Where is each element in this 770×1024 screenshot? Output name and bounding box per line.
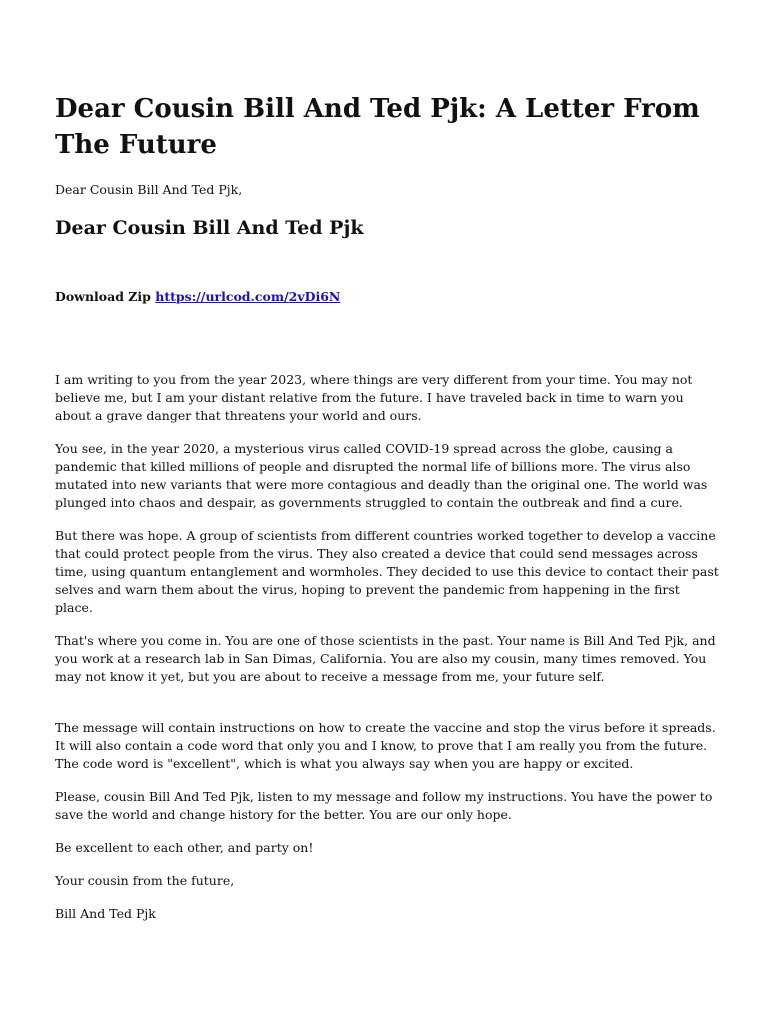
- paragraph: That's where you come in. You are one of those scientists in the past. Your name is Bill And Ted Pjk, and you work at a research lab in San Dimas, California. You are also my cousin, many times removed. You may not know it yet, but you are about to receive a message from me, your future self.: [55, 633, 716, 684]
- download-line: [55, 288, 340, 306]
- download-link[interactable]: https://urlcod.com/2vDi6N: [155, 289, 341, 304]
- page-title: Dear Cousin Bill And Ted Pjk: A Letter From The Future: [55, 94, 700, 160]
- paragraph: But there was hope. A group of scientists from different countries worked together to develop a vaccine that could protect people from the virus. They also created a device that could send messages across time, using quantum entanglement and wormholes. They decided to use this device to contact their past selves and warn them about the virus, hoping to prevent the pandemic from happening in the first place.: [55, 528, 719, 615]
- letter-body: [55, 371, 720, 938]
- download-label: Download Zip: [55, 289, 151, 304]
- paragraph: You see, in the year 2020, a mysterious virus called COVID-19 spread across the globe, causing a pandemic that killed millions of people and disrupted the normal life of billions more. The virus also mutated into new variants that were more contagious and deadly than the original one. The world was plunged into chaos and despair, as governments struggled to contain the outbreak and find a cure.: [55, 441, 708, 510]
- paragraph: Please, cousin Bill And Ted Pjk, listen to my message and follow my instructions. You have the power to save the world and change history for the better. You are our only hope.: [55, 789, 713, 822]
- salutation-line: Dear Cousin Bill And Ted Pjk,: [55, 182, 243, 197]
- paragraph: Be excellent to each other, and party on!: [55, 840, 314, 855]
- paragraph: I am writing to you from the year 2023, where things are very different from your time. You may not believe me, but I am your distant relative from the future. I have traveled back in time to warn you about a grave danger that threatens your world and ours.: [55, 372, 693, 423]
- signature-name: Bill And Ted Pjk: [55, 906, 156, 921]
- paragraph: Your cousin from the future,: [55, 873, 235, 888]
- paragraph: The message will contain instructions on how to create the vaccine and stop the virus before it spreads. It will also contain a code word that only you and I know, to prove that I am really you from the future. The code word is "excellent", which is what you always say when you are happy or excited.: [55, 720, 716, 771]
- section-heading: Dear Cousin Bill And Ted Pjk: [55, 217, 364, 239]
